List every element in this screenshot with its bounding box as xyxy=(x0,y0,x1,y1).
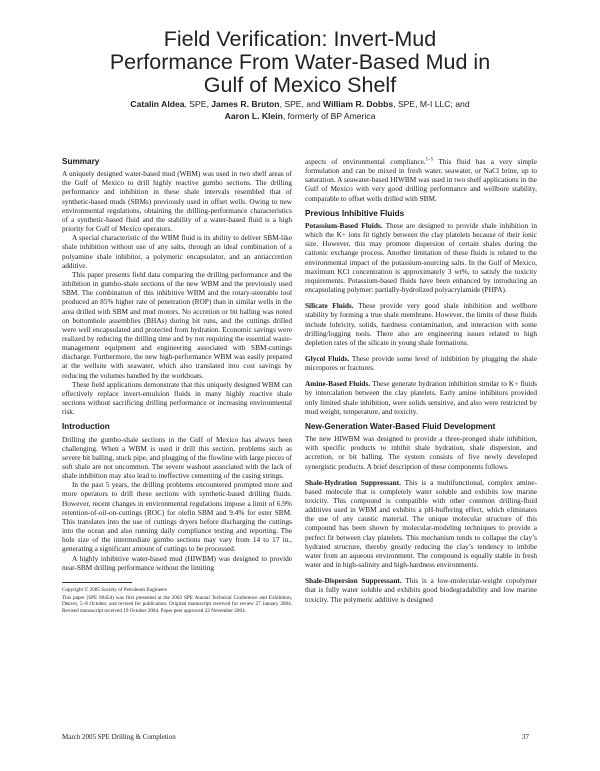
amine-paragraph: Amine-Based Fluids. These generate hydration inhibition similar to K+ fluids by intercalation between the clay platelets. Early amine inhibitors provided only limited shale inhibition, were solids sensitive, and also were restricted by mud weight, temperature, and toxicity. xyxy=(305,379,537,416)
left-column xyxy=(62,157,292,614)
paper-title xyxy=(0,28,600,97)
right-column xyxy=(305,157,537,604)
potassium-paragraph: Potassium-Based Fluids. These are designed to provide shale inhibition in which the K+ ions fit tightly between the clay platelets because of their ionic size. However, this may promote dispersion of certain shales during the cationic exchange process. Another limitation of these fluids is related to the environmental impact of the potassium-sourcing salts. In the Gulf of Mexico, maximum KCl concentration is approximately 3 wt%, to satisfy the toxicity requirements. Potassium-based fluids have been enhanced by introducing an encapsulating polymer: partially-hydrolized polyacrylamide (PHPA). xyxy=(305,220,537,295)
author-line-1: Catalin Aldea, SPE, James R. Bruton, SPE, and William R. Dobbs, SPE, M-I LLC; and xyxy=(130,99,470,109)
author-block xyxy=(0,98,600,122)
new-generation-paragraph: The new HIWBM was designed to provide a three-pronged shale inhibition, with specific products to inhibit shale hydration, shale dispersion, and accretion, or bit balling. The system consists of five newly developed synergistic products. A brief description of these components follows. xyxy=(305,434,537,471)
introduction-heading: Introduction xyxy=(62,422,110,432)
new-generation-heading: New-Generation Water-Based Fluid Development xyxy=(305,421,496,431)
summary-paragraph-3: This paper presents field data comparing the drilling performance and the inhibition in gumbo-shale sections of the new WBM and the previously used SBM. The combination of this inhibitive WBM and the rotary-steerable tool produced an 85% higher rate of penetration (ROP) than in similar wells in the area drilled with SBM and mud motors. No accretion or bit balling was noted on bottomhole assemblies (BHAs) during bit runs, and the cuttings drilled were well encapsulated and protected from hydration. Economic savings were realized by reducing the drilling time and by not requiring the essential waste-management equipment and engineering associated with SBM-cuttings discharge. Furthermore, the new high-performance WBM was easily prepared at the wellsite with seawater, which also translated into cost savings by reducing the volumes handled by the workboats. xyxy=(62,269,292,380)
citation-ref: 1–5 xyxy=(425,157,434,163)
author-line-2: Aaron L. Klein, formerly of BP America xyxy=(224,111,376,121)
publication-note: This paper (SPE 86454) was first presented at the 2003 SPE Annual Technical Conference and Exhibition, Denver, 5–8 October, and revised for publication. Original manuscript received for review 27 January 2004. Revised manuscript received 19 October 2004. Paper peer approved 22 November 2004. xyxy=(62,595,292,614)
silicate-paragraph: Silicate Fluids. These provide very good shale inhibition and wellbore stability by forming a true shale membrane. However, the limits of these fluids include lubricity, solids, hardness contamination, and interaction with some drilling/logging tools. There also are engineering issues related to high depletion rates of the silicate in young shale formations. xyxy=(305,301,537,347)
hydration-suppressant-paragraph: Shale-Hydration Suppressant. This is a multifunctional, complex amine-based molecule that is completely water soluble and exhibits low marine toxicity. This compound is compatible with other common drilling-fluid additives used in WBM and exhibits a pH-buffering effect, which eliminates the use of any caustic material. The unique molecular structure of this compound has been shown by molecular-modeling techniques to provide a perfect fit between clay platelets. This mechanism tends to collapse the clay’s hydrated structure, thereby greatly reducing the clay’s tendency to imbibe water from an aqueous environment. The compound is equally stable in fresh water and in high-salinity and high-hardness environments. xyxy=(305,477,538,570)
title-line-1: Field Verification: Invert-Mud xyxy=(163,27,437,51)
dispersion-suppressant-paragraph: Shale-Dispersion Suppressant. This is a low-molecular-weight copolymer that is fully water soluble and exhibits good biodegradability and low marine toxicity. The polymeric additive is designed xyxy=(305,576,538,604)
copyright-note: Copyright © 2005 Society of Petroleum Engineers xyxy=(62,586,168,593)
title-line-2: Performance From Water-Based Mud in xyxy=(109,50,491,74)
intro-paragraph-1: Drilling the gumbo-shale sections in the Gulf of Mexico has always been challenging. When a WBM is used it drill this section, problems such as severe bit balling, stuck pipe, and plugging of the flowline with large pieces of soft shale are not uncommon. The severe washout associated with the lack of shale inhibition may also lead to ineffective cementing of the casing strings. xyxy=(62,434,292,481)
title-line-3: Gulf of Mexico Shelf xyxy=(203,73,397,97)
previous-fluids-heading: Previous Inhibitive Fluids xyxy=(305,208,405,218)
glycol-paragraph: Glycol Fluids. These provide some level of inhibition by plugging the shale micropores or fractures. xyxy=(305,353,537,373)
journal-footer: March 2005 SPE Drilling & Completion xyxy=(62,733,176,741)
summary-paragraph-2: A special characteristic of the WBM fluid is its ability to deliver SBM-like shale inhibition without use of any salts, through an ideal combination of a polyamine shale inhibitor, a polymeric encapsulator, and an antiaccretion additive. xyxy=(62,233,292,270)
intro-paragraph-3: A highly inhibitive water-based mud (HIWBM) was designed to provide near-SBM drilling performance without the limiting xyxy=(62,553,292,572)
footnote-divider xyxy=(62,582,132,583)
summary-heading: Summary xyxy=(62,157,100,166)
summary-paragraph-4: These field applications demonstrate that this uniquely designed WBM can effectively replace invert-emulsion fluids in many highly reactive shale sections without sacrificing drilling performance or increasing environmental risk. xyxy=(62,379,292,417)
intro-paragraph-2: In the past 5 years, the drilling problems encountered prompted more and more operators to drill these sections with synthetic-based drilling fluids. However, recent changes in environmental regulations impose a limit of 6.9% retention-of-oil-on-cuttings (ROC) for olefin SBM and 9.4% for ester SBM. This translates into the use of cuttings dryers before discharging the cuttings into the ocean and also running daily compliance testing and reporting. The hole size of the intermediate gumbo sections may vary from 14 to 17 in., generating a significant amount of cuttings to be processed. xyxy=(62,480,292,554)
summary-paragraph-1: A uniquely designed water-based mud (WBM) was used in two shelf areas of the Gulf of Mexico to drill highly reactive gumbo sections. The drilling performance and inhibition in these shale intervals resembled that of synthetic-based muds (SBMs) previously used in offset wells. Owing to new environmental regulations, obtaining the drilling-performance characteristics of a synthetic-based fluid and the stability of a water-based fluid is a high priority for Gulf of Mexico operators. xyxy=(62,169,292,234)
right-paragraph-1: aspects of environmental compliance.$^{1-5}$ This fluid has a very simple formulation and can be mixed in fresh water, seawater, or NaCl brine, up to saturation. A seawater-based HIWBM was used in two shelf applications in the Gulf of Mexico with very good drilling performance and wellbore stability, comparable to offset wells drilled with SBM. xyxy=(305,157,537,203)
page-number: 37 xyxy=(522,733,529,741)
